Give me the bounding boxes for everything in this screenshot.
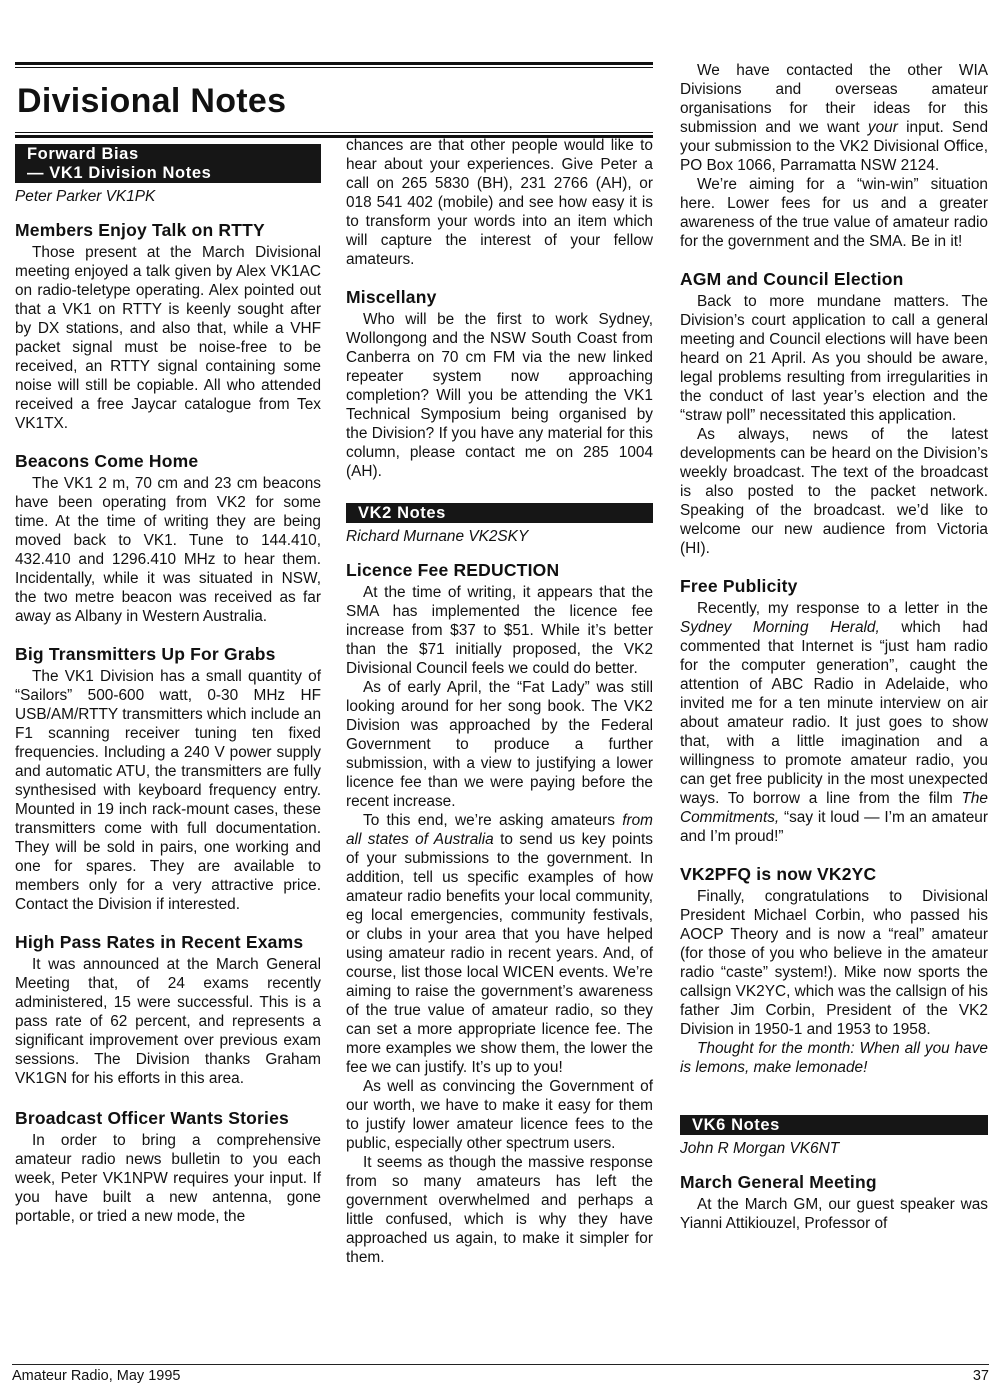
vk6-author: John R Morgan VK6NT — [680, 1140, 840, 1157]
heading-big-transmitters: Big Transmitters Up For Grabs — [15, 644, 276, 664]
text-run: “say it loud — I’m an amateur and I’m proud!” — [680, 809, 988, 845]
paragraph: Finally, congratulations to Divisional President Michael Corbin, who passed his AOCP Theory and is now a “real” amateur (for those of you who believe in the amateur radio “caste” system!). Mike now sports the callsign VK2YC, which was the callsign of his father Jim Corbin, President of the VK2 Division in 1950-1 and 1953 to 1958. — [680, 888, 988, 1038]
paragraph — [346, 811, 653, 1077]
heading-vk2pfq: VK2PFQ is now VK2YC — [680, 864, 877, 884]
vk1-section-bar — [15, 144, 321, 183]
column-1 — [15, 144, 321, 1226]
page-footer — [12, 1368, 989, 1384]
vk1-bar-line1: Forward Bias — [27, 145, 139, 163]
text-run: To this end, we’re asking amateurs — [363, 812, 623, 829]
paragraph: As of early April, the “Fat Lady” was still looking around for her song book. The VK2 Division was approached by the Federal Government to produce a further submission, with a view to justifying a lower licence fee than we were paying before the recent increase. — [346, 679, 653, 810]
title-rule-top-thin — [15, 67, 653, 68]
text-run: input. Send your submission to the VK2 Divisional Office, PO Box 1066, Parramatta NSW 2124. — [680, 119, 989, 174]
heading-broadcast-officer: Broadcast Officer Wants Stories — [15, 1108, 289, 1128]
heading-march-general-meeting: March General Meeting — [680, 1172, 877, 1192]
paragraph — [680, 599, 988, 846]
text-run-italic: from all states of Australia — [346, 812, 653, 848]
vk2-author: Richard Murnane VK2SKY — [346, 528, 529, 545]
footer-publication: Amateur Radio, May 1995 — [12, 1368, 181, 1384]
paragraph: Who will be the first to work Sydney, Wollongong and the NSW South Coast from Canberra on 70 cm FM via the new linked repeater system now approaching completion? Will you be attending the VK1 Technical Symposium being organised by the Division? If you have any material for this column, please contact me on 285 1004 (AH). — [346, 311, 653, 480]
heading-miscellany: Miscellany — [346, 287, 437, 307]
paragraph-italic: Thought for the month: When all you have is lemons, make lemonade! — [680, 1040, 988, 1076]
paragraph: It seems as though the massive response from so many amateurs has left the government overwhelmed and perhaps a little confused, which is why they have approached us again, to make it simpler for them. — [346, 1154, 653, 1266]
title-rule-bottom-thin — [15, 132, 653, 133]
heading-licence-fee: Licence Fee REDUCTION — [346, 560, 560, 580]
heading-beacons: Beacons Come Home — [15, 451, 199, 471]
heading-rtty-talk: Members Enjoy Talk on RTTY — [15, 220, 265, 240]
vk1-author: Peter Parker VK1PK — [15, 188, 156, 205]
vk6-section-bar: VK6 Notes — [680, 1115, 988, 1135]
paragraph: Back to more mundane matters. The Division’s court application to call a general meeting and Council elections will have been heard on 21 April. As you should be aware, legal problems resulting from irregularities in the conduct of last year’s election and the “straw poll” necessitated this application. — [680, 293, 988, 424]
paragraph-continued: chances are that other people would like to hear about your experiences. Give Peter a call on 265 5830 (BH), 231 2766 (AH), or 018 541 402 (mobile) and see how easy it is to transform your words into an item which will capture the interest of your fellow amateurs. — [346, 137, 653, 268]
paragraph: Those present at the March Divisional meeting enjoyed a talk given by Alex VK1AC on radio-teletype operating. Alex pointed out that a VK1 on RTTY is keenly sought after by DX stations, and also that, while a VHF packet signal must be noise-free to be received, an RTTY signal containing some noise will still be copiable. All who attended received a free Jaycar catalogue from Tex VK1TX. — [15, 244, 321, 432]
column-3 — [680, 61, 988, 1233]
page-title: Divisional Notes — [17, 82, 287, 120]
title-rule-top — [15, 62, 653, 65]
paragraph: At the time of writing, it appears that the SMA has implemented the licence fee increase from $37 to $51. While it’s better than the $71 initially proposed, the VK2 Divisional Council feels we could do better. — [346, 584, 653, 677]
text-run: We have contacted the other WIA Divisions and overseas amateur organisations for their ideas for this submission and we want — [680, 62, 988, 136]
title-block — [15, 62, 653, 138]
paragraph — [680, 61, 988, 175]
vk1-bar-line2: — VK1 Division Notes — [27, 164, 212, 182]
text-run-italic: Sydney Morning Herald, — [680, 619, 880, 636]
heading-free-publicity: Free Publicity — [680, 576, 798, 596]
vk2-section-bar: VK2 Notes — [346, 503, 653, 523]
text-run: Recently, my response to a letter in the — [697, 600, 988, 617]
page-number: 37 — [972, 1368, 989, 1384]
paragraph: We’re aiming for a “win-win” situation here. Lower fees for us and a greater awareness of the true value of amateur radio for the government and the SMA. Be in it! — [680, 176, 988, 250]
paragraph: In order to bring a comprehensive amateur radio news bulletin to you each week, Peter VK1NPW requires your input. If you have built a new antenna, gone portable, or tried a new mode, the — [15, 1132, 321, 1225]
heading-agm-election: AGM and Council Election — [680, 269, 904, 289]
text-run: to send us key points of your submissions to the government. In addition, tell us specific examples of how amateur radio benefits your local community, eg local emergencies, community festivals, or clubs in your area that you have helped using amateur radio in recent years. And, of course, list those local WICEN events. We’re aiming to raise the government’s awareness of the true value of amateur radio, so they can set a more appropriate licence fee. The more examples we show them, the lower the fee we can justify. It’s up to you! — [346, 831, 653, 1076]
text-run: which had commented that Internet is “just ham radio for the computer generation”, caught the attention of ABC Radio in Adelaide, who invited me for a ten minute interview on air about amateur radio. It just goes to show that, with a little imagination and a willingness to promote amateur radio, you can get free publicity in the most unexpected ways. To borrow a line from the film — [680, 619, 988, 807]
paragraph: At the March GM, our guest speaker was Yianni Attikiouzel, Professor of — [680, 1196, 988, 1232]
paragraph: As always, news of the latest developments can be heard on the Division’s weekly broadcast. The text of the broadcast is also posted to the packet network. Speaking of the broadcast. we’d like to welcome our new audience from Victoria (HI). — [680, 426, 988, 557]
paragraph: As well as convincing the Government of our worth, we have to make it easy for them to justify lower amateur licence fees to the public, especially other spectrum users. — [346, 1078, 653, 1152]
column-2 — [346, 136, 653, 1267]
text-run-italic: The Commitments, — [680, 790, 988, 826]
heading-pass-rates: High Pass Rates in Recent Exams — [15, 932, 304, 952]
paragraph: The VK1 2 m, 70 cm and 23 cm beacons have been operating from VK2 for some time. At the time of writing they are being moved back to VK1. Tune to 144.410, 432.410 and 1296.410 MHz to hear them. Incidentally, while it was situated in NSW, the two metre beacon was received as far away as Albany in Western Australia. — [15, 475, 321, 625]
footer-rule — [12, 1364, 989, 1365]
text-run-italic: your — [867, 119, 898, 136]
paragraph: The VK1 Division has a small quantity of “Sailors” 500-600 watt, 0-30 MHz HF USB/AM/RTTY transmitters which include an F1 scanning receiver tuning ten fixed frequencies. Including a 240 V power supply and automatic ATU, the transmitters are fully synthesised with keyboard frequency entry. Mounted in 19 inch rack-mount cases, these transmitters come with full documentation. They will be sold in pairs, one working and one for spares. They are available to members only for a very attractive price. Contact the Division if interested. — [15, 668, 321, 913]
paragraph: It was announced at the March General Meeting that, of 24 exams recently administered, 15 were successful. This is a pass rate of 62 percent, and represents a significant improvement over previous exam sessions. The Division thanks Graham VK1GN for his efforts in this area. — [15, 956, 321, 1087]
